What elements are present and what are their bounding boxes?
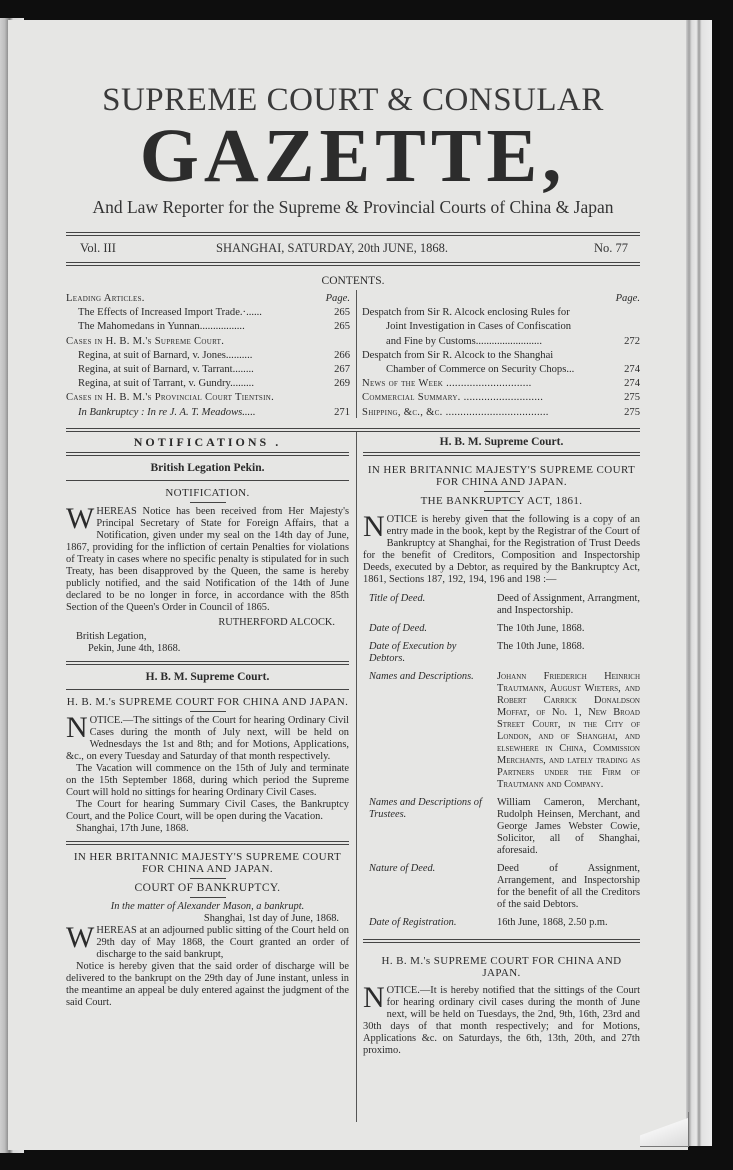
- summary-court-notice: The Court for hearing Summary Civil Cases, the Bankruptcy Court, and the Police Court, will be open during the Vacation.: [66, 799, 349, 822]
- volume: Vol. III: [80, 241, 116, 255]
- toc-section: Cases in H. B. M.'s Supreme Court.: [66, 335, 225, 347]
- toc-section[interactable]: Shipping, &c., &c. ...................................: [362, 406, 549, 418]
- notice-body: HEREAS Notice has been received from Her Majesty's Principal Secretary of State for Foreign Affairs, that a Notification, given under my seal on the 14th day of June, 1867, providing for the infliction of certain Penalties for violations of Treaty in cases where no specific penalty is stipulated for in such Treaty, has been disapproved by the Queen, the same is hereby publicly notified, and the said Notification of the 14th of June declared to be no longer in force, in accordance with the 85th Section of the Queen's Order in Council of 1865.: [66, 506, 349, 613]
- deed-label: Names and Descriptions of Trustees.: [369, 797, 482, 820]
- short-rule: [190, 502, 226, 503]
- rule-double: [66, 262, 640, 266]
- notice-body: HEREAS at an adjourned public sitting of the Court held on 29th day of May 1868, the Court granted an order of discharge to the said bankrupt,: [96, 925, 349, 960]
- column-divider: [356, 432, 357, 1122]
- short-rule: [484, 491, 520, 492]
- discharge-notice: [66, 921, 349, 961]
- rule: [66, 689, 349, 690]
- deed-label: Title of Deed.: [369, 593, 426, 604]
- place-line1: British Legation,: [76, 631, 147, 642]
- drop-cap: W: [66, 502, 95, 535]
- left-column: [66, 436, 349, 1009]
- matter: In the matter of Alexander Mason, a bankrupt.: [110, 901, 305, 912]
- registration-notice: [363, 510, 640, 586]
- discharge-delivery-notice: Notice is hereby given that the said order of discharge will be delivered to the bankrupt on the 29th day of June instant, unless in the meantime an appeal be duly entered against the judgment of the said Court.: [66, 961, 349, 1008]
- toc-page: 265: [334, 307, 350, 319]
- deed-value: The 10th June, 1868.: [497, 641, 585, 652]
- toc-item[interactable]: Regina, at suit of Tarrant, v. Gundry.........: [78, 378, 254, 390]
- bankruptcy-act-heading: IN HER BRITANNIC MAJESTY'S SUPREME COURT FOR CHINA AND JAPAN.: [367, 464, 636, 488]
- rule-double: [363, 452, 640, 456]
- dated: Shanghai, 17th June, 1868.: [76, 823, 189, 834]
- toc-page: 266: [334, 349, 350, 361]
- notice-body: OTICE.—It is hereby notified that the sittings of the Court for hearing ordinary civil cases during the month of June next, will be held on Tuesdays, the 2nd, 9th, 16th, 23rd and 30th days of that month respectively; and for Motions, Applications &c. on Saturdays, the 6th, 13th, 20th, and 27th proximo.: [363, 985, 640, 1056]
- notification-subheading: NOTIFICATION.: [165, 487, 250, 499]
- signature: RUTHERFORD ALCOCK.: [218, 617, 335, 628]
- deed-table: [363, 593, 640, 929]
- short-rule: [190, 878, 226, 879]
- june-sittings-notice: [363, 981, 640, 1057]
- contents-title: CONTENTS.: [321, 275, 385, 287]
- rule-double: [66, 428, 640, 432]
- page-edges: [686, 20, 712, 1146]
- legation-heading: British Legation Pekin.: [150, 462, 265, 474]
- rule-double: [363, 939, 640, 943]
- notice-body: OTICE.—The sittings of the Court for hearing Ordinary Civil Cases during the month of July next, will be held on Wednesdays the 1st and 8th; and for Motions, Applications, &c., on every Tuesday and Saturday of that month respectively.: [66, 715, 349, 762]
- toc-page: 271: [334, 406, 350, 418]
- supreme-court-heading: H. B. M. Supreme Court.: [145, 671, 270, 683]
- masthead-subtitle: And Law Reporter for the Supreme & Provincial Courts of China & Japan: [92, 197, 614, 217]
- toc-page: 275: [624, 406, 640, 418]
- deed-value: 16th June, 1868, 2.50 p.m.: [497, 917, 608, 928]
- rule-double: [66, 232, 640, 236]
- masthead-title-line2: GAZETTE,: [139, 114, 567, 198]
- sittings-heading: H. B. M.'s SUPREME COURT FOR CHINA AND JAPAN.: [381, 955, 622, 979]
- toc-item[interactable]: The Mahomedans in Yunnan.................: [78, 321, 245, 333]
- drop-cap: N: [363, 510, 385, 543]
- toc-page: 274: [624, 364, 640, 376]
- place-line2: Pekin, June 4th, 1868.: [88, 643, 181, 654]
- drop-cap: N: [66, 711, 88, 744]
- drop-cap: N: [363, 981, 385, 1014]
- toc-item: Joint Investigation in Cases of Confiscation: [386, 321, 572, 333]
- bankruptcy-heading: IN HER BRITANNIC MAJESTY'S SUPREME COURT FOR CHINA AND JAPAN.: [73, 851, 342, 875]
- deed-value: Deed of Assignment, Arrangment, and Inspectorship.: [497, 593, 640, 616]
- toc-item: and Fine by Customs.........................: [386, 335, 542, 347]
- bankruptcy-subheading: COURT OF BANKRUPTCY.: [134, 882, 281, 894]
- toc-page: 274: [624, 378, 640, 390]
- issue-date: SHANGHAI, SATURDAY, 20th JUNE, 1868.: [216, 241, 448, 255]
- notifications-heading: NOTIFICATIONS .: [133, 435, 282, 449]
- toc-section[interactable]: Commercial Summary. ...........................: [362, 392, 544, 404]
- toc-item[interactable]: The Effects of Increased Import Trade.·......: [78, 307, 262, 319]
- sittings-notice: [66, 711, 349, 763]
- toc-section: Cases in H. B. M.'s Provincial Court Tientsin.: [66, 392, 275, 404]
- contents-left: [66, 292, 350, 420]
- page-label: Page.: [615, 293, 640, 304]
- rule-double: [66, 841, 349, 845]
- deed-label: Date of Registration.: [369, 917, 457, 928]
- rule: [66, 480, 349, 481]
- toc-item[interactable]: Regina, at suit of Barnard, v. Jones..........: [78, 349, 253, 361]
- masthead-title-line1: SUPREME COURT & CONSULAR: [102, 82, 604, 118]
- rule-double: [66, 452, 349, 456]
- short-rule: [484, 510, 520, 511]
- toc-page: 272: [624, 335, 640, 347]
- dated: Shanghai, 1st day of June, 1868.: [203, 913, 339, 924]
- page-label: Page.: [325, 293, 350, 304]
- toc-item[interactable]: Regina, at suit of Barnard, v. Tarrant........: [78, 364, 254, 376]
- deed-label: Names and Descriptions.: [369, 671, 474, 682]
- deed-value: The 10th June, 1868.: [497, 623, 585, 634]
- deed-value: Johann Friederich Heinrich Trautmann, August Wieters, and Robert Carrick Donaldson Moffat, of No. 1, New Broad Street Court, in the City of London, and of Shanghai, and elsewhere in China, Commission Merchants, and lately trading as Partners under the Firm of Trautmann and Company.: [497, 671, 640, 790]
- legation-notice: [66, 502, 349, 614]
- deed-label: Date of Execution by Debtors.: [369, 641, 457, 664]
- toc-section[interactable]: News of the Week .............................: [362, 378, 532, 390]
- notice-body: OTICE is hereby given that the following is a copy of an entry made in the book, kept by the Registrar of the Court of Bankruptcy at Shanghai, for the Registration of Trust Deeds for the benefit of Creditors, Composition and Inspectorship Deeds, executed by a Debtor, as required by the Bankruptcy Act, 1861, Sections 187, 192, 194, 196 and 198 :—: [363, 514, 640, 585]
- toc-page: 275: [624, 392, 640, 404]
- toc-section: Leading Articles.: [66, 293, 145, 304]
- toc-item[interactable]: Despatch from Sir R. Alcock enclosing Rules for: [362, 307, 570, 319]
- toc-page: 269: [334, 378, 350, 390]
- deed-label: Nature of Deed.: [369, 863, 436, 874]
- supreme-court-heading: H. B. M. Supreme Court.: [439, 436, 564, 448]
- short-rule: [190, 711, 226, 712]
- deed-value: William Cameron, Merchant, Rudolph Heinsen, Merchant, and George James Webster Cowie, Solicitor, all of Shanghai, aforesaid.: [497, 797, 640, 856]
- vacation-notice: The Vacation will commence on the 15th of July and terminate on the 15th September 1868, during which period the Supreme Court will hold no sittings for hearing Ordinary Civil Cases.: [66, 763, 349, 798]
- toc-item[interactable]: Despatch from Sir R. Alcock to the Shanghai: [362, 349, 554, 361]
- short-rule: [190, 897, 226, 898]
- toc-item[interactable]: In Bankruptcy : In re J. A. T. Meadows.....: [78, 406, 256, 418]
- toc-page: 267: [334, 364, 350, 376]
- supreme-court-subheading: H. B. M.'s SUPREME COURT FOR CHINA AND JAPAN.: [66, 696, 349, 708]
- right-column: [363, 436, 640, 1057]
- toc-page: 265: [334, 321, 350, 333]
- toc-item: Chamber of Commerce on Security Chops...: [386, 364, 575, 376]
- deed-value: Deed of Assignment, Arrangement, and Inspectorship for the benefit of all the Creditors of the said Debtors.: [497, 863, 640, 910]
- issue-number: No. 77: [593, 241, 628, 255]
- rule-double: [66, 661, 349, 665]
- deed-label: Date of Deed.: [369, 623, 427, 634]
- bankruptcy-act-subheading: THE BANKRUPTCY ACT, 1861.: [420, 495, 583, 507]
- drop-cap: W: [66, 921, 95, 954]
- column-divider: [356, 290, 357, 418]
- contents-right: [362, 292, 640, 420]
- folded-corner: [640, 1112, 689, 1147]
